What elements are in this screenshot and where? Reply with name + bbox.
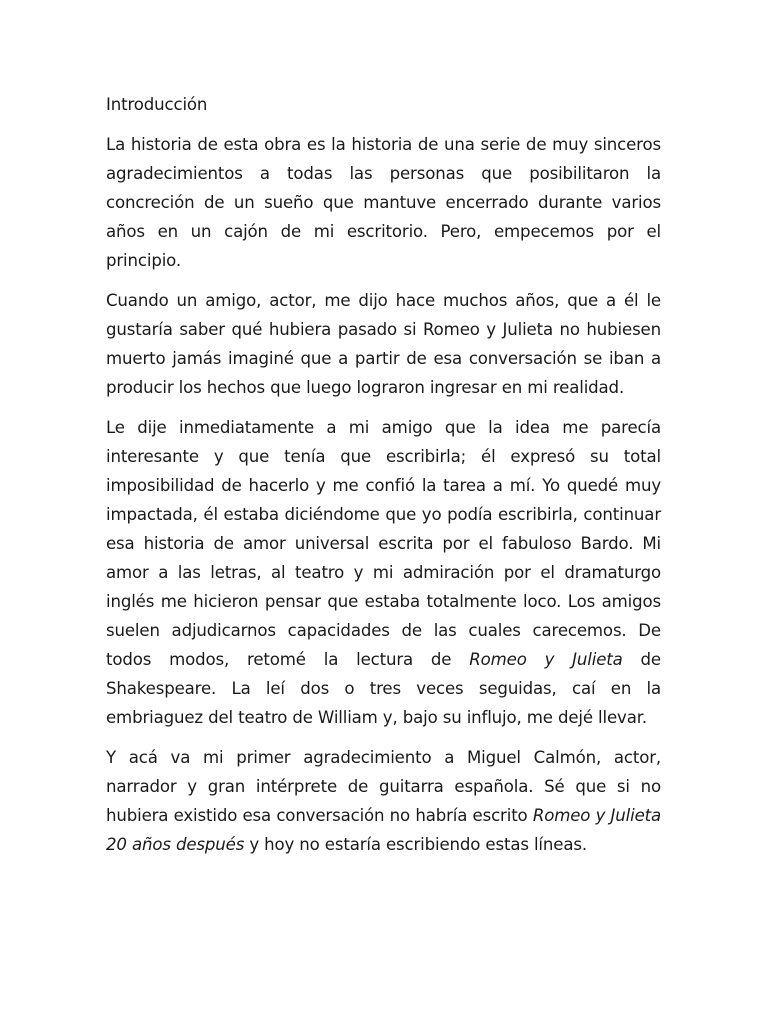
- document-page: [106, 90, 661, 870]
- paragraph-4-italic-title: Romeo y Julieta 20 años después: [106, 806, 661, 854]
- paragraph-3: [106, 413, 661, 732]
- paragraph-4-text-a: Y acá va mi primer agradecimiento a Miguel Calmón, actor, narrador y gran intérprete de guitarra española. Sé que si no hubiera existido esa conversación no habría escrito: [106, 748, 661, 825]
- paragraph-1: La historia de esta obra es la historia de una serie de muy sinceros agradecimientos a todas las personas que posibilitaron la concreción de un sueño que mantuve encerrado durante varios años en un cajón de mi escritorio. Pero, empecemos por el principio.: [106, 135, 661, 270]
- paragraph-2: Cuando un amigo, actor, me dijo hace muchos años, que a él le gustaría saber qué hubiera pasado si Romeo y Julieta no hubiesen muerto jamás imaginé que a partir de esa conversación se iban a producir los hechos que luego lograron ingresar en mi realidad.: [106, 291, 661, 397]
- document-heading: Introducción: [106, 95, 208, 114]
- paragraph-4-text-b: y hoy no estaría escribiendo estas líneas.: [244, 835, 587, 854]
- paragraph-3-text-b: de Shakespeare. La leí dos o tres veces seguidas, caí en la embriaguez del teatro de William y, bajo su influjo, me dejé llevar.: [106, 650, 661, 727]
- paragraph-4: [106, 743, 661, 859]
- paragraph-3-italic-title: Romeo y Julieta: [469, 650, 623, 669]
- paragraph-3-text-a: Le dije inmediatamente a mi amigo que la idea me parecía interesante y que tenía que escribirla; él expresó su total imposibilidad de hacerlo y me confió la tarea a mí. Yo quedé muy impactada, él estaba diciéndome que yo podía escribirla, continuar esa historia de amor universal escrita por el fabuloso Bardo. Mi amor a las letras, al teatro y mi admiración por el dramaturgo inglés me hicieron pensar que estaba totalmente loco. Los amigos suelen adjudicarnos capacidades de las cuales carecemos. De todos modos, retomé la lectura de: [106, 418, 661, 669]
